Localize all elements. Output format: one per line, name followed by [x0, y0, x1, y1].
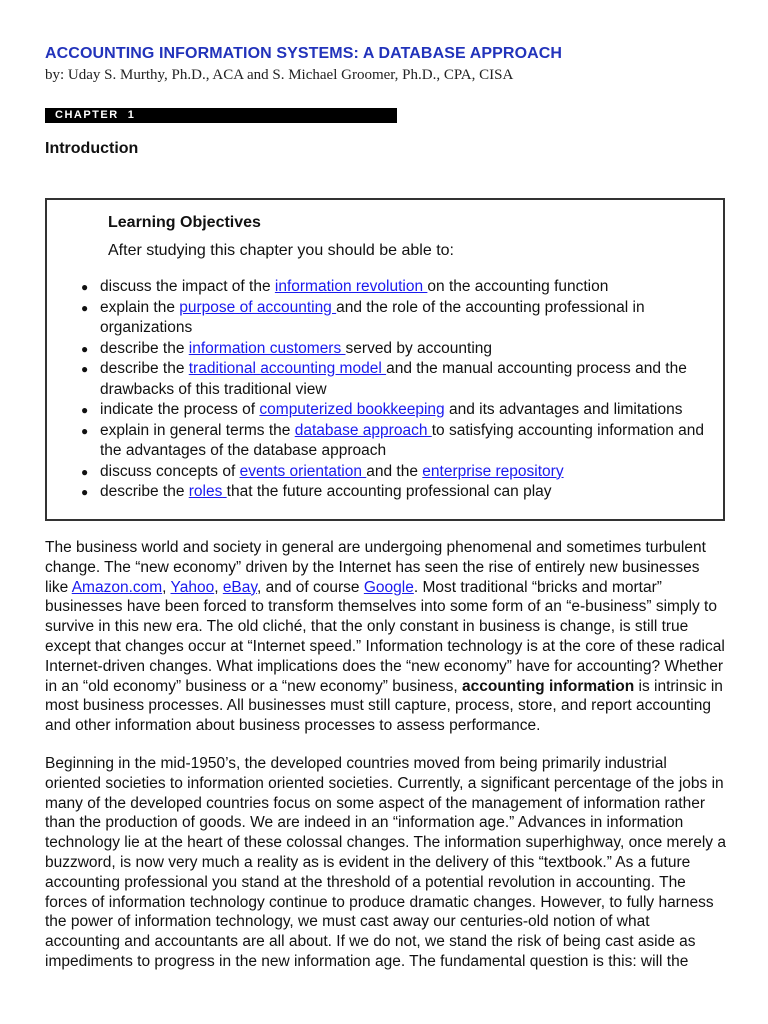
link-events-orientation[interactable]: events orientation	[239, 462, 367, 480]
list-item: ● describe the roles that the future accounting professional can play	[81, 482, 711, 503]
authors-line: by: Uday S. Murthy, Ph.D., ACA and S. Michael Groomer, Ph.D., CPA, CISA	[45, 67, 514, 83]
link-roles[interactable]: roles	[188, 483, 227, 500]
link-database-approach[interactable]: database approach	[294, 421, 432, 439]
link-computerized-bookkeeping[interactable]: computerized bookkeeping	[259, 401, 445, 418]
bullet-icon: ●	[81, 300, 89, 315]
body-paragraph-2: Beginning in the mid-1950’s, the developed countries moved from being primarily industrial oriented societies to information oriented societies. Currently, a significant percentage of the jobs in many of the developed countries focus on some aspect of the management of information rather than the production of goods. We are indeed in an “information age.” Advances in information technology lie at the heart of these colossal changes. The information superhighway, once merely a buzzword, is now very much a reality as is evident in the delivery of this “textbook.” As a future accounting professional you stand at the threshold of a potential revolution in accounting. The forces of information technology continue to produce dramatic changes. However, to fully harness the power of information technology, we must cast away our centuries-old notion of what accounting and accountants are all about. If we do not, we stand the risk of being cast aside as impediments to progress in the new information age. The fundamental question is this: will the	[45, 755, 726, 970]
list-item: ● describe the information customers served by accounting	[81, 339, 711, 360]
list-item: ● explain in general terms the database approach to satisfying accounting information and the advantages of the database approach	[81, 421, 705, 459]
section-heading: Introduction	[45, 140, 139, 157]
list-item: ● discuss the impact of the information revolution on the accounting function	[81, 277, 711, 298]
bullet-icon: ●	[81, 341, 89, 356]
objectives-title: Learning Objectives	[108, 214, 261, 231]
link-traditional-accounting-model[interactable]: traditional accounting model	[188, 360, 387, 377]
link-amazon[interactable]: Amazon.com	[71, 578, 163, 596]
objectives-intro: After studying this chapter you should be able to:	[108, 242, 454, 259]
bullet-icon: ●	[81, 464, 89, 479]
list-item: ● describe the traditional accounting model and the manual accounting process and the drawbacks of this traditional view	[81, 360, 687, 398]
link-purpose-of-accounting[interactable]: purpose of accounting	[179, 298, 337, 316]
book-title: ACCOUNTING INFORMATION SYSTEMS: A DATABASE APPROACH	[45, 45, 563, 62]
bold-term: accounting information	[461, 677, 635, 695]
list-item: ● indicate the process of computerized bookkeeping and its advantages and limitations	[81, 400, 711, 421]
link-information-revolution[interactable]: information revolution	[274, 278, 428, 295]
link-google[interactable]: Google	[363, 578, 414, 596]
link-enterprise-repository[interactable]: enterprise repository	[422, 462, 564, 480]
link-yahoo[interactable]: Yahoo	[170, 578, 215, 596]
learning-objectives-box	[45, 198, 725, 521]
body-paragraph-1: The business world and society in general are undergoing phenomenal and sometimes turbulent change. The “new economy” driven by the Internet has seen the rise of entirely new businesses like Amazon.com, Yahoo, eBay, and of course Google. Most traditional “bricks and mortar” businesses have been forced to transform themselves into some form of an “e-business” simply to survive in this new era. The old cliché, that the only constant in business is change, is still true except that changes occur at “Internet speed.” Information technology is at the core of these radical Internet-driven changes. What implications does the “new economy” have for accounting? Whether in an “old economy” business or a “new economy” business, accounting information is intrinsic in most business processes. All businesses must still capture, process, store, and report accounting and other information about business processes to assess performance.	[45, 539, 725, 735]
list-item: ● discuss concepts of events orientation and the enterprise repository	[81, 462, 711, 483]
bullet-icon: ●	[81, 362, 89, 376]
bullet-icon: ●	[81, 423, 89, 438]
bullet-icon: ●	[81, 403, 89, 417]
list-item: ● explain the purpose of accounting and the role of the accounting professional in organizations	[81, 298, 645, 336]
link-information-customers[interactable]: information customers	[188, 339, 346, 357]
bullet-icon: ●	[81, 485, 89, 499]
link-ebay[interactable]: eBay	[222, 578, 257, 596]
bullet-icon: ●	[81, 280, 89, 294]
chapter-label-bar: CHAPTER 1	[45, 108, 397, 123]
objectives-list	[81, 277, 711, 503]
